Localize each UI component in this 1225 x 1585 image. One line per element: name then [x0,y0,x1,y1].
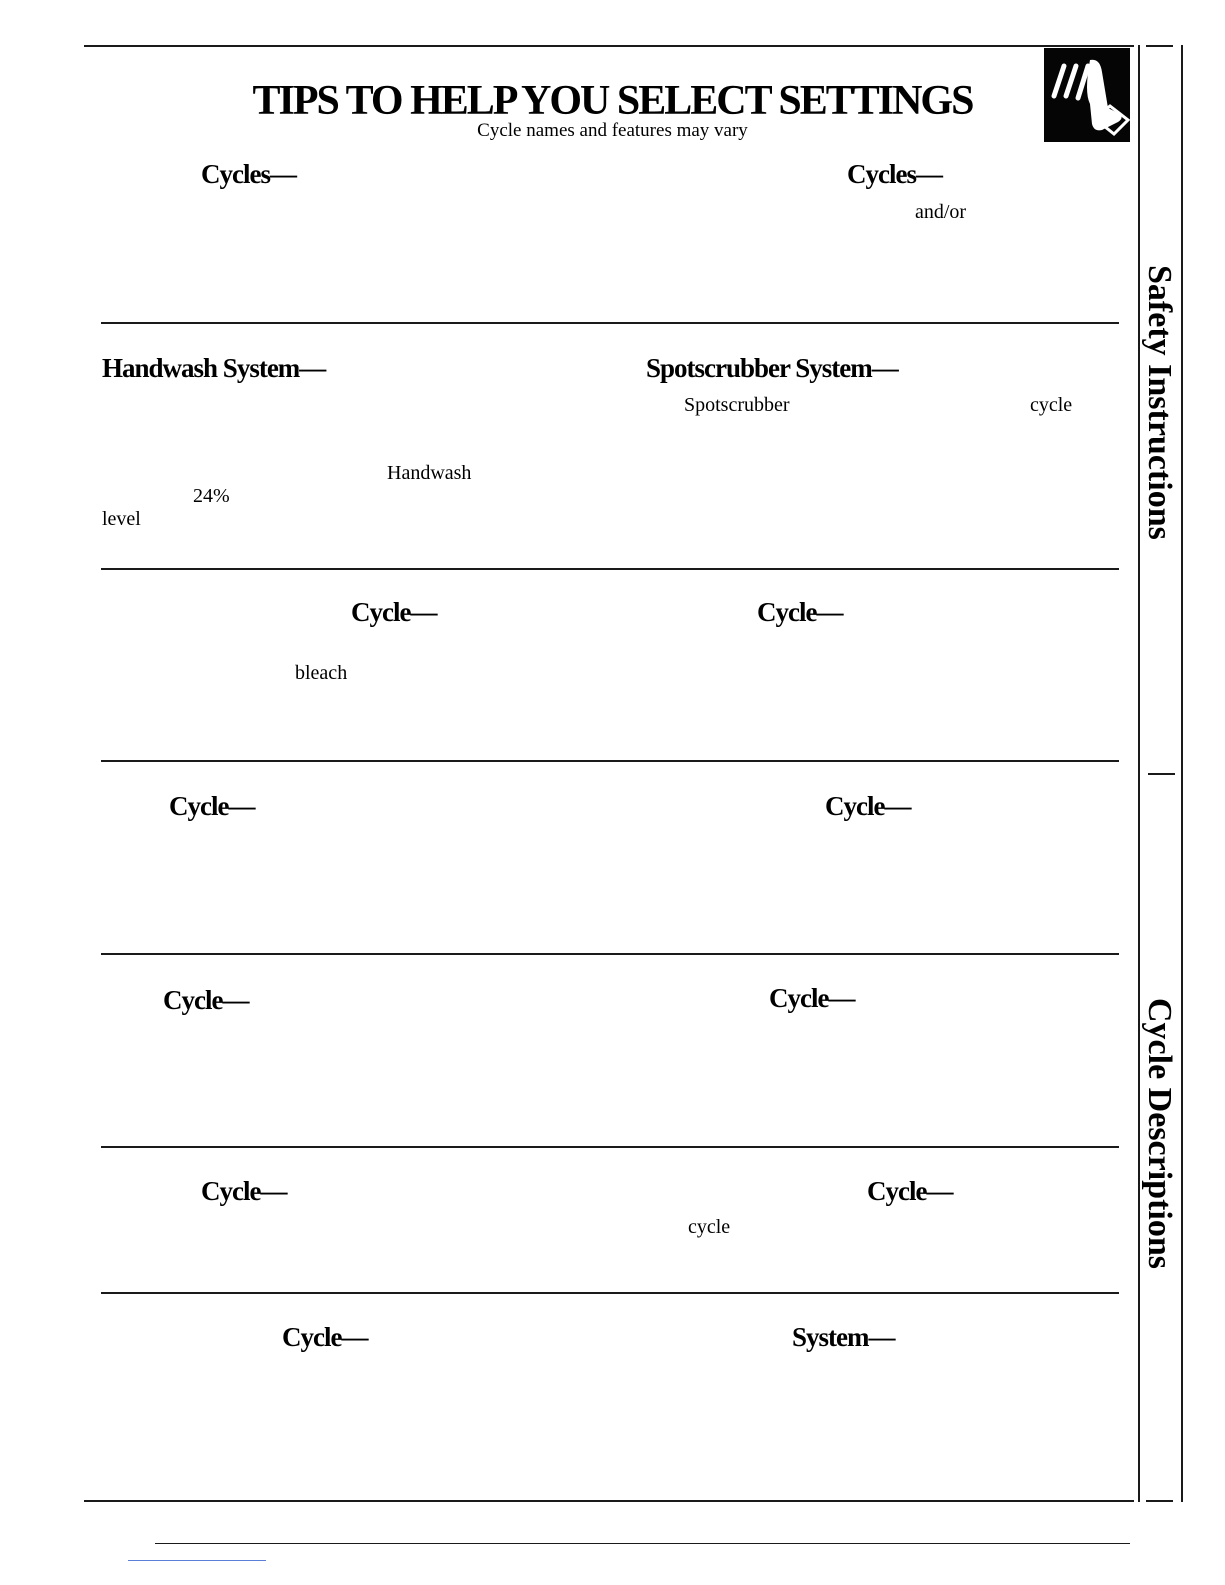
r3-right-heading: Cycle— [757,597,843,627]
r1-left-heading: Cycles— [201,159,296,189]
side-tab-safety-instructions[interactable]: Safety Instructions [1141,265,1178,540]
r1-right-heading: Cycles— [847,159,942,189]
r7-right-heading: System— [792,1322,895,1352]
r2-right-spotscrubber: Spotscrubber [684,394,790,416]
r4-left-heading: Cycle— [169,791,255,821]
r4-right-heading: Cycle— [825,791,911,821]
r6-left-heading: Cycle— [201,1176,287,1206]
r2-left-heading: Handwash System— [102,353,326,383]
r2-left-level: level [102,508,141,530]
tab-bottom-tick [1146,1500,1173,1502]
bottom-rule [84,1500,1134,1502]
side-tab-cycle-descriptions[interactable]: Cycle Descriptions [1141,998,1178,1270]
footer-highlight [128,1560,266,1561]
tab-top-tick [1146,45,1173,47]
r3-left-heading: Cycle— [351,597,437,627]
page-subtitle: Cycle names and features may vary [477,120,748,141]
section-divider-2 [101,568,1119,570]
r5-right-heading: Cycle— [769,983,855,1013]
r3-left-bleach: bleach [295,662,348,684]
section-divider-3 [101,760,1119,762]
section-divider-6 [101,1292,1119,1294]
r5-left-heading: Cycle— [163,985,249,1015]
r2-left-percent: 24% [193,485,230,507]
page-title: TIPS TO HELP YOU SELECT SETTINGS [252,78,973,124]
r2-right-cycle: cycle [1030,394,1073,416]
section-divider-1 [101,322,1119,324]
tab-divider-tick [1148,773,1175,775]
r6-right-cycle: cycle [688,1216,731,1238]
r7-left-heading: Cycle— [282,1322,368,1352]
section-divider-4 [101,953,1119,955]
r6-right-heading: Cycle— [867,1176,953,1206]
tab-right-border [1181,45,1183,1502]
tab-left-border [1138,45,1140,1502]
top-rule [84,45,1134,47]
r2-left-handwash: Handwash [387,462,472,484]
section-divider-5 [101,1146,1119,1148]
footer-rule [155,1543,1130,1544]
hand-pressing-button-logo-icon [1044,48,1130,142]
r2-right-heading: Spotscrubber System— [646,353,898,383]
r1-right-andor: and/or [915,201,967,223]
